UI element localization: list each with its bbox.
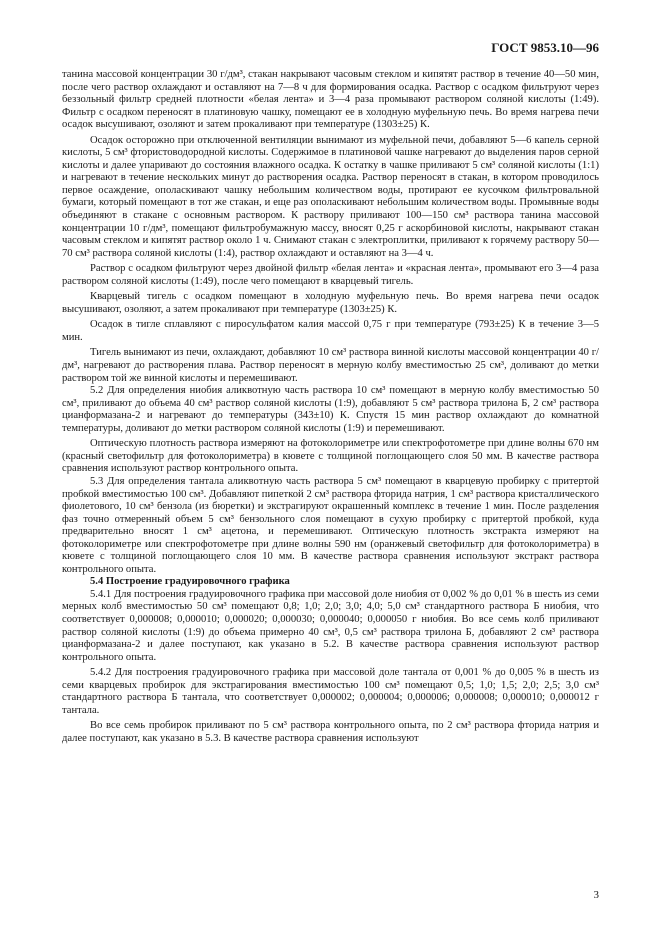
paragraph: 5.3 Для определения тантала аликвотную часть раствора 5 см³ помещают в кварцевую пробирку с притертой пробкой вместимостью 100 см³. Добавляют пипеткой 2 см³ раствора фторида натрия, 1 см³ раствора кристаллического фиолетового, 10 см³ бензола (из бюретки) и экстрагируют окрашенный комплекс в течение 1 мин. После разделения фаз точно отмеренный объем 5 см³ бензольного слоя помещают в сухую пробирку с притертой пробкой, куда предварительно вносят 1 см³ ацетона, и перемешивают. Оптическую плотность экстракта измеряют на фотоколориметре или спектрофотометре при длине волны 590 нм (оранжевый светофильтр для фотоколориметра) в кювете с толщиной поглощающего слоя 10 мм. В качестве раствора сравнения используют экстракт раствора контрольного опыта. [62, 475, 599, 575]
paragraph: Во все семь пробирок приливают по 5 см³ раствора контрольного опыта, по 2 см³ раствора фторида натрия и далее поступают, как указано в 5.3. В качестве раствора сравнения используют [62, 720, 599, 744]
paragraph: Тигель вынимают из печи, охлаждают, добавляют 10 см³ раствора винной кислоты массовой концентрации 40 г/дм³, нагревают до растворения плава. Раствор переносят в мерную колбу вместимостью 25 см³, доливают до метки раствором той же винной кислоты и перемешивают. [62, 347, 599, 384]
paragraph: 5.4.1 Для построения градуировочного графика при массовой доле ниобия от 0,002 % до 0,01 % в шесть из семи мерных колб вместимостью 50 см³ помещают 0,8; 1,0; 2,0; 3,0; 4,0; 5,0 см³ стандартного раствора Б ниобия, что соответствует 0,000008; 0,000010; 0,000020; 0,000030; 0,000040; 0,000050 г ниобия. Во все семь колб приливают раствор соляной кислоты (1:9) до объема примерно 40 см³, 0,5 см³ раствора трилона Б, добавляют 2 см³ раствора цианформазана-2 и далее поступают, как указано в 5.2. В качестве раствора сравнения используют раствор контрольного опыта. [62, 588, 599, 663]
paragraph: Осадок осторожно при отключенной вентиляции вынимают из муфельной печи, добавляют 5—6 капель серной кислоты, 5 см³ фтористоводородной кислоты. Содержимое в платиновой чашке нагревают до выделения паров серной кислоты и далее упаривают до состояния влажного осадка. К остатку в чашке приливают 5 см³ соляной кислоты (1:1) и нагревают в течение нескольких минут до растворения осадка. Раствор переносят в стакан, в котором проводилось первое осаждение, ополаскивают чашку небольшим количеством воды, протирают ее кусочком фильтровальной бумаги, который помещают в тот же стакан, и еще раз ополаскивают небольшим количеством воды. Промывные воды объединяют в стакане с основным раствором. К раствору приливают 100—150 см³ раствора танина массовой концентрации 10 г/дм³, помещают фильтробумажную массу, вносят 0,25 г аскорбиновой кислоты, накрывают стакан часовым стеклом и кипятят раствор около 1 ч. Снимают стакан с электроплитки, приливают к горячему раствору 50—70 см³ раствора соляной кислоты (1:4), раствор охлаждают и оставляют на 3—4 ч. [62, 134, 599, 259]
paragraph: 5.2 Для определения ниобия аликвотную часть раствора 10 см³ помещают в мерную колбу вместимостью 50 см³, приливают до объема 40 см³ раствор соляной кислоты (1:9), добавляют 5 см³ раствора трилона Б, 2 см³ раствора цианформазана-2 и нагревают до температуры (343±10) К. Спустя 15 мин раствор охлаждают до комнатной температуры, доливают до метки раствором соляной кислоты (1:9) и перемешивают. [62, 385, 599, 434]
document-body [62, 69, 599, 745]
paragraph: танина массовой концентрации 30 г/дм³, стакан накрывают часовым стеклом и кипятят раствор в течение 40—50 мин, после чего раствор охлаждают и оставляют на 7—8 ч для формирования осадка. Раствор с осадком фильтруют через беззольный фильтр средней плотности «белая лента» и 3—4 раза промывают раствором соляной кислоты (1:49). Фильтр с осадком переносят в платиновую чашку, помещают ее в холодную муфельную печь. Во время нагрева печи осадок высушивают, озоляют и затем прокаливают при температуре (1303±25) К. [62, 69, 599, 131]
paragraph: 5.4.2 Для построения градуировочного графика при массовой доле тантала от 0,001 % до 0,005 % в шесть из семи кварцевых пробирок для экстрагирования вместимостью 100 см³ помещают 0,5; 1,0; 1,5; 2,0; 2,5; 3,0 см³ стандартного раствора Б тантала, что соответствует 0,000002; 0,000004; 0,000006; 0,000008; 0,000010; 0,000012 г тантала. [62, 667, 599, 716]
page-number: 3 [593, 889, 599, 901]
paragraph: Кварцевый тигель с осадком помещают в холодную муфельную печь. Во время нагрева печи осадок высушивают, озоляют, а затем прокаливают при температуре (1303±25) К. [62, 291, 599, 315]
paragraph: Осадок в тигле сплавляют с пиросульфатом калия массой 0,75 г при температуре (793±25) К в течение 3—5 мин. [62, 319, 599, 343]
paragraph: Раствор с осадком фильтруют через двойной фильтр «белая лента» и «красная лента», промывают его 3—4 раза раствором соляной кислоты (1:49), после чего помещают в кварцевый тигель. [62, 263, 599, 287]
section-heading: 5.4 Построение градуировочного графика [90, 576, 290, 588]
paragraph: Оптическую плотность раствора измеряют на фотоколориметре или спектрофотометре при длине волны 670 нм (красный светофильтр для фотоколориметра) в кювете с толщиной поглощающего слоя 50 мм. В качестве раствора сравнения используют раствор контрольного опыта. [62, 438, 599, 475]
document-header: ГОСТ 9853.10—96 [491, 40, 599, 55]
